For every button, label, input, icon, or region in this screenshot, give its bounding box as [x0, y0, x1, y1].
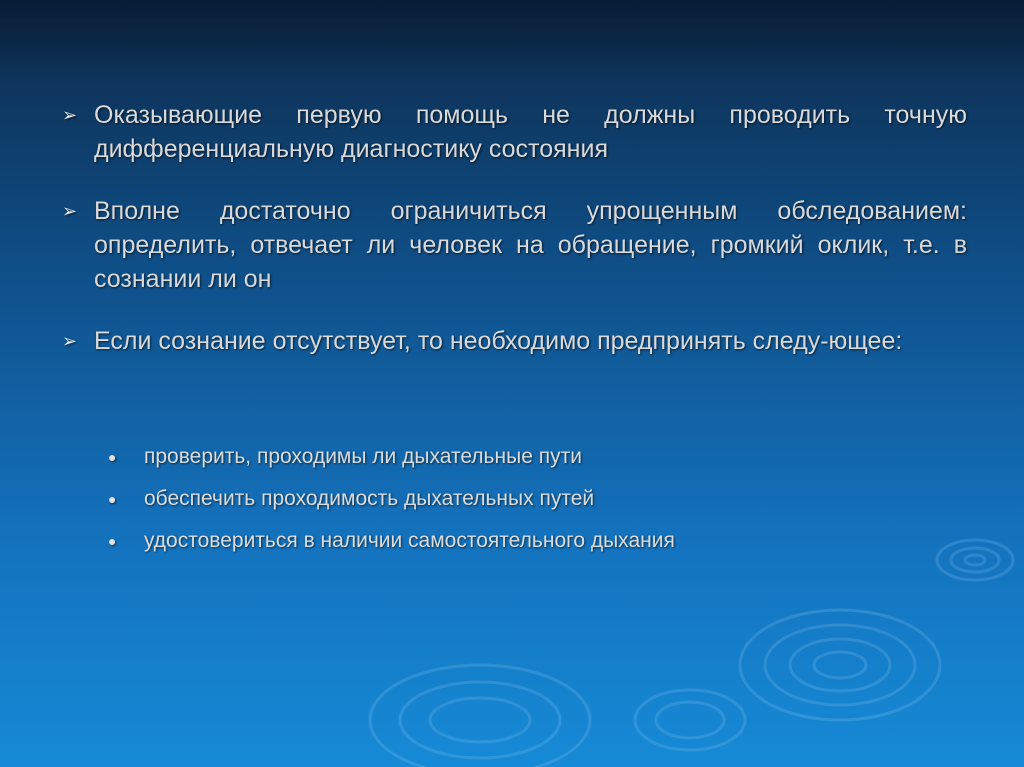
sub-bullet-item — [108, 525, 848, 567]
bullet-text: Оказывающие первую помощь не должны проводить точную дифференциальную диагностику состояния — [94, 101, 967, 163]
arrow-bullet-icon: ➢ — [62, 331, 78, 351]
dot-bullet-icon: ● — [108, 449, 117, 465]
arrow-bullet-icon: ➢ — [62, 105, 78, 125]
bullet-item — [62, 194, 967, 296]
bullet-text: Вполне достаточно ограничиться упрощенным обследованием: определить, отвечает ли человек на обращение, громкий оклик, т.е. в сознании ли он — [94, 197, 967, 293]
sub-bullet-text: проверить, проходимы ли дыхательные пути — [144, 445, 582, 468]
sub-bullet-item — [108, 441, 848, 483]
sub-bullet-item — [108, 483, 848, 525]
arrow-bullet-icon: ➢ — [62, 201, 78, 221]
dot-bullet-icon: ● — [108, 491, 117, 507]
sub-bullet-text: удостовериться в наличии самостоятельного дыхания — [144, 529, 675, 552]
bullet-text: Если сознание отсутствует, то необходимо предпринять следу-ющее: — [94, 327, 903, 355]
main-bullet-list — [62, 98, 967, 386]
sub-bullet-text: обеспечить проходимость дыхательных путей — [144, 487, 595, 510]
bullet-item — [62, 324, 967, 358]
bullet-item — [62, 98, 967, 166]
dot-bullet-icon: ● — [108, 533, 117, 549]
sub-bullet-list — [108, 441, 848, 567]
